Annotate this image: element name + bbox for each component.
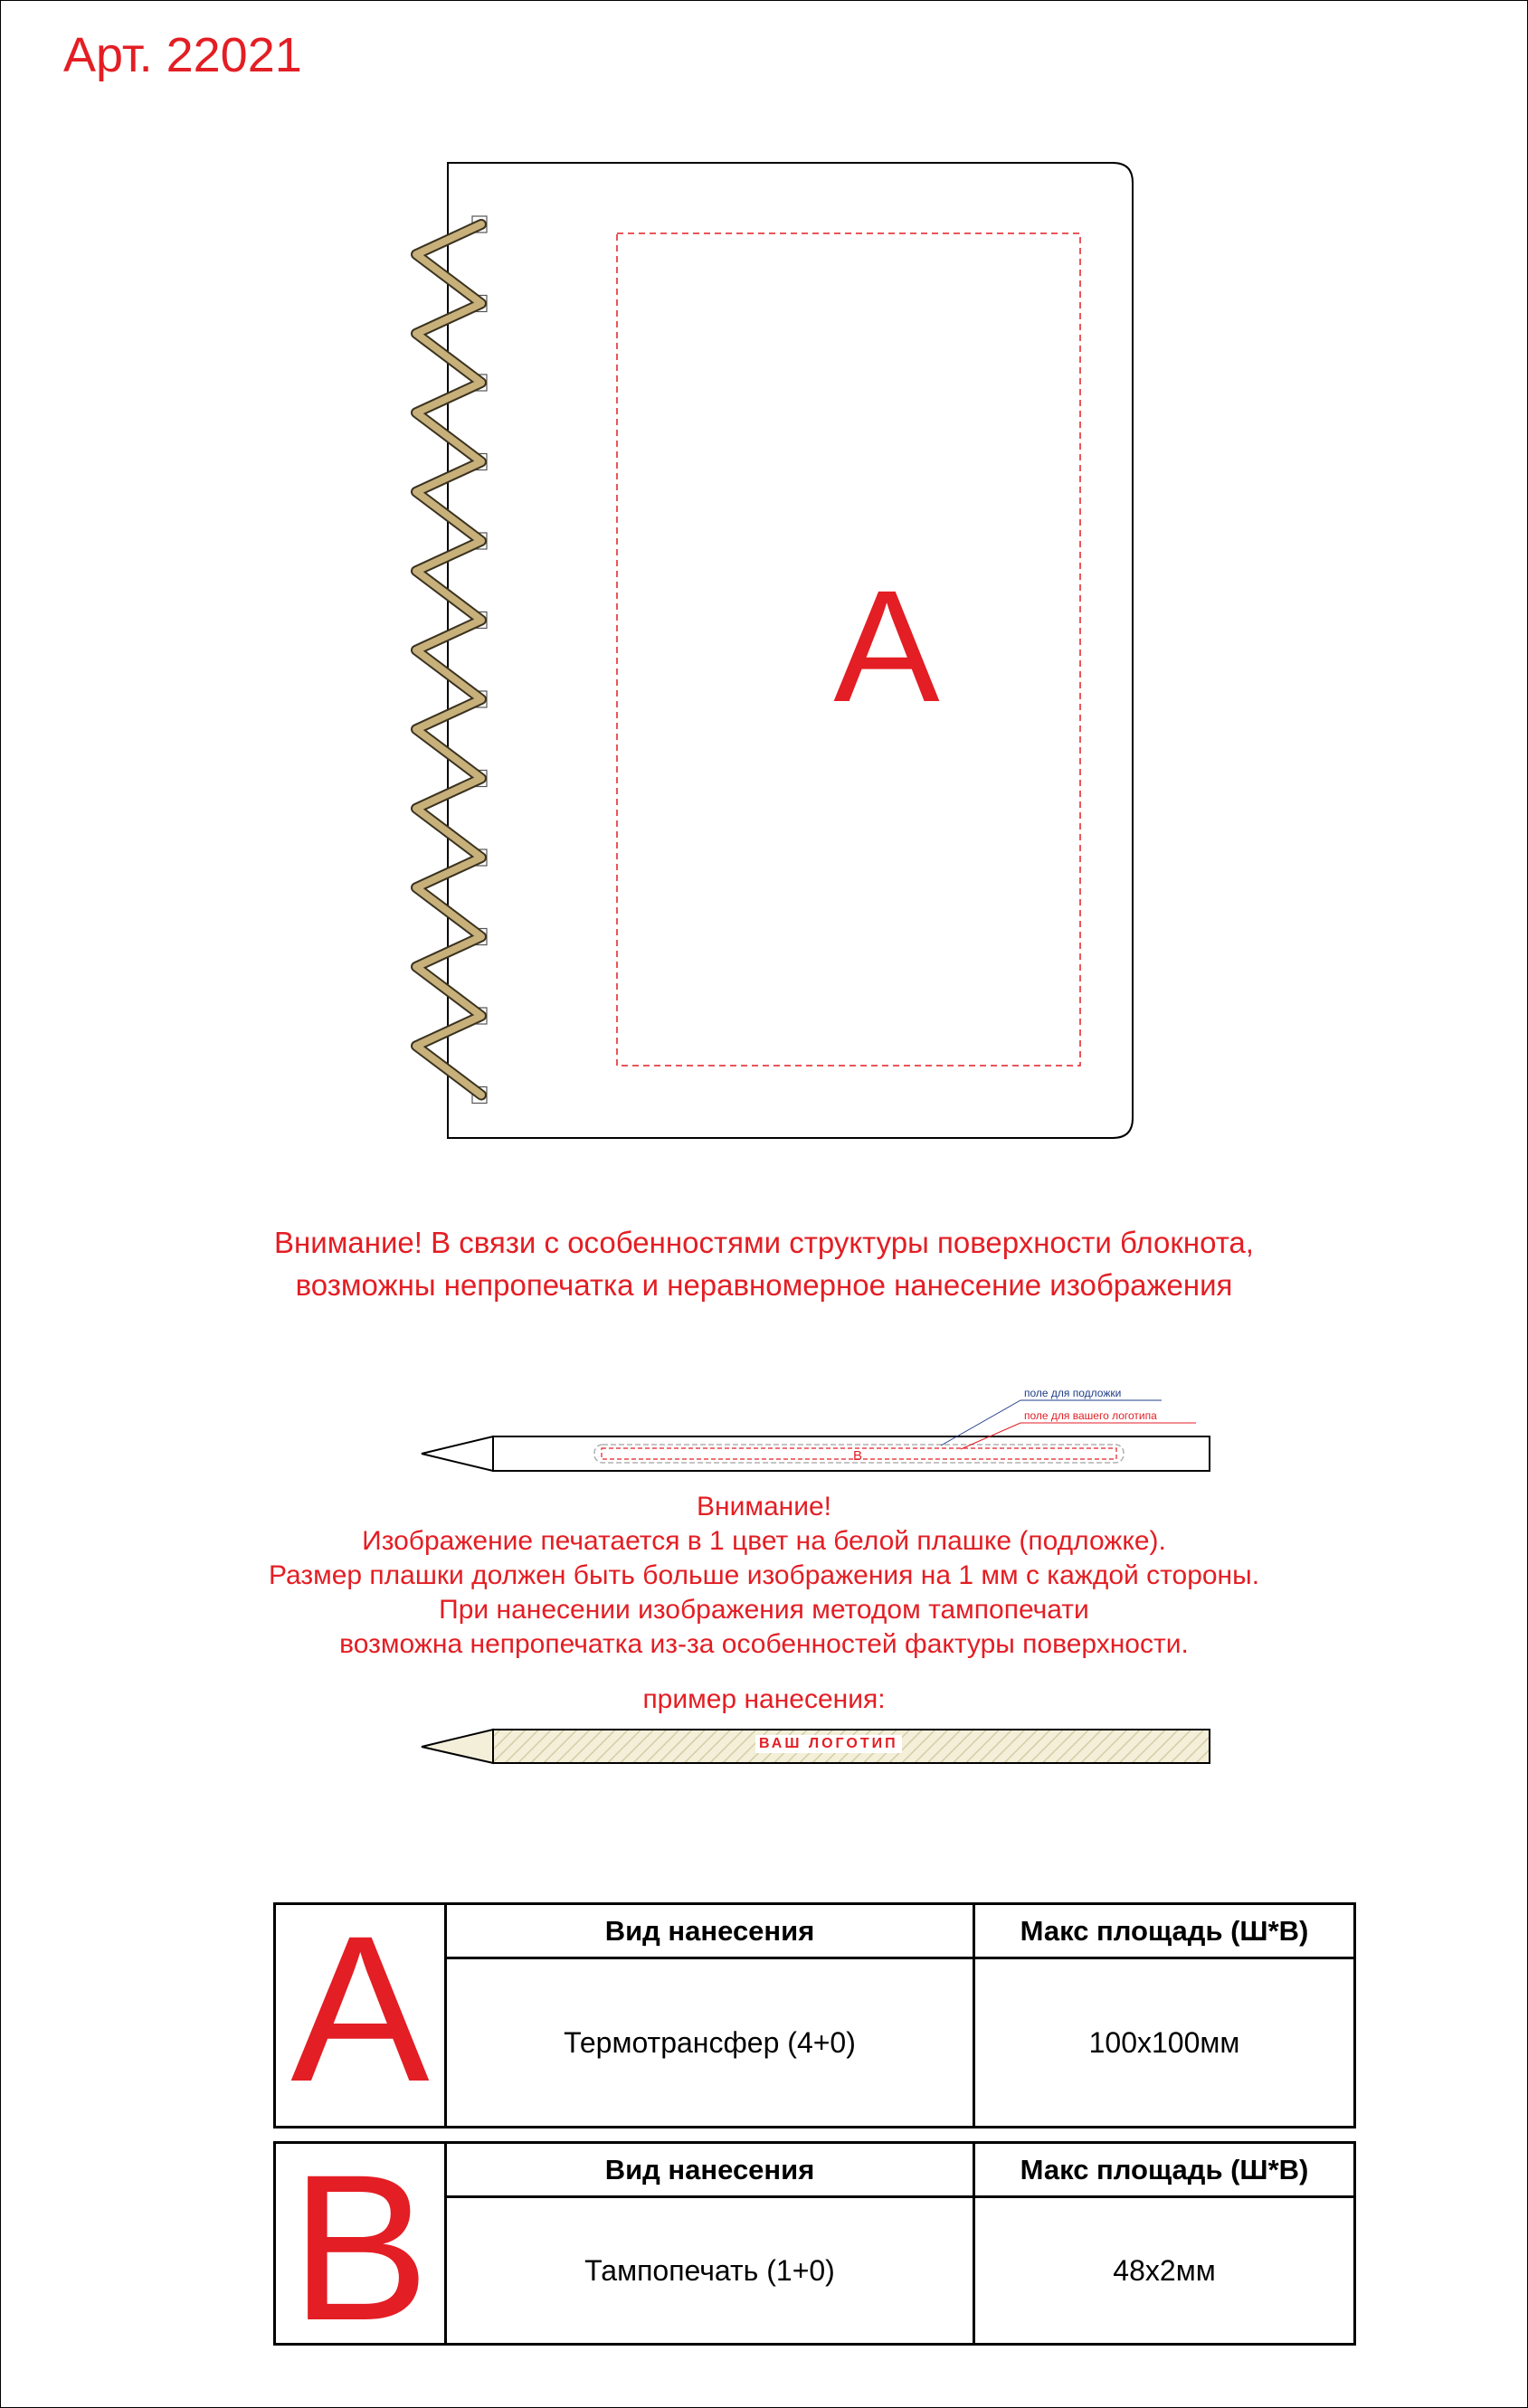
method-value: Тампопечать (1+0) — [447, 2198, 975, 2343]
pencil-tip — [422, 1436, 493, 1471]
example-label: пример нанесения: — [642, 1684, 886, 1714]
pad-warning-line: Размер плашки должен быть больше изображения на 1 мм с каждой стороны. — [268, 1560, 1260, 1590]
callout-logo: поле для вашего логотипа — [1024, 1409, 1157, 1422]
method-table-a — [273, 1892, 1356, 2128]
table-row — [447, 2198, 1353, 2343]
print-area-a-label: A — [833, 558, 940, 735]
pad-warning-line: Внимание! — [697, 1492, 831, 1522]
pencil-illustration — [416, 1366, 1230, 1479]
method-table-b — [273, 2131, 1356, 2364]
area-value: 48х2мм — [1113, 2253, 1216, 2287]
pad-warning — [0, 1490, 1528, 1662]
header-area: Макс площадь (Ш*В) — [1020, 2153, 1309, 2185]
surface-warning — [0, 1221, 1528, 1306]
example-pencil-tip — [422, 1730, 493, 1763]
header-area: Макс площадь (Ш*В) — [1020, 1914, 1309, 1947]
pad-warning-line: При нанесении изображения методом тампопечати — [439, 1595, 1089, 1625]
surface-warning-line: Внимание! В связи с особенностями структуры поверхности блокнота, — [274, 1226, 1254, 1259]
example-logo: ВАШ ЛОГОТИП — [755, 1735, 902, 1753]
table-row — [447, 1959, 1353, 2126]
method-value: Термотрансфер (4+0) — [447, 1959, 975, 2126]
callout-substrate: поле для подложки — [1024, 1387, 1122, 1399]
pad-warning-line: Изображение печатается в 1 цвет на белой плашке (подложке). — [362, 1526, 1166, 1556]
header-method: Вид нанесения — [447, 1905, 975, 1957]
surface-warning-line: возможны непропечатка и неравномерное нанесение изображения — [295, 1268, 1233, 1302]
table-letter: B — [276, 2144, 447, 2343]
area-value: 100х100мм — [1088, 2025, 1240, 2059]
article-title: Арт. 22021 — [63, 28, 302, 82]
table-header — [447, 1905, 1353, 1959]
pad-warning-line: возможна непропечатка из-за особенностей фактуры поверхности. — [339, 1629, 1189, 1659]
header-method: Вид нанесения — [447, 2144, 975, 2195]
table-letter: A — [276, 1905, 447, 2126]
print-area-b-label: B — [852, 1448, 863, 1464]
pencil-body — [493, 1436, 1210, 1471]
notebook-illustration — [398, 154, 1158, 1149]
table-header — [447, 2144, 1353, 2198]
notebook-cover — [448, 163, 1133, 1138]
